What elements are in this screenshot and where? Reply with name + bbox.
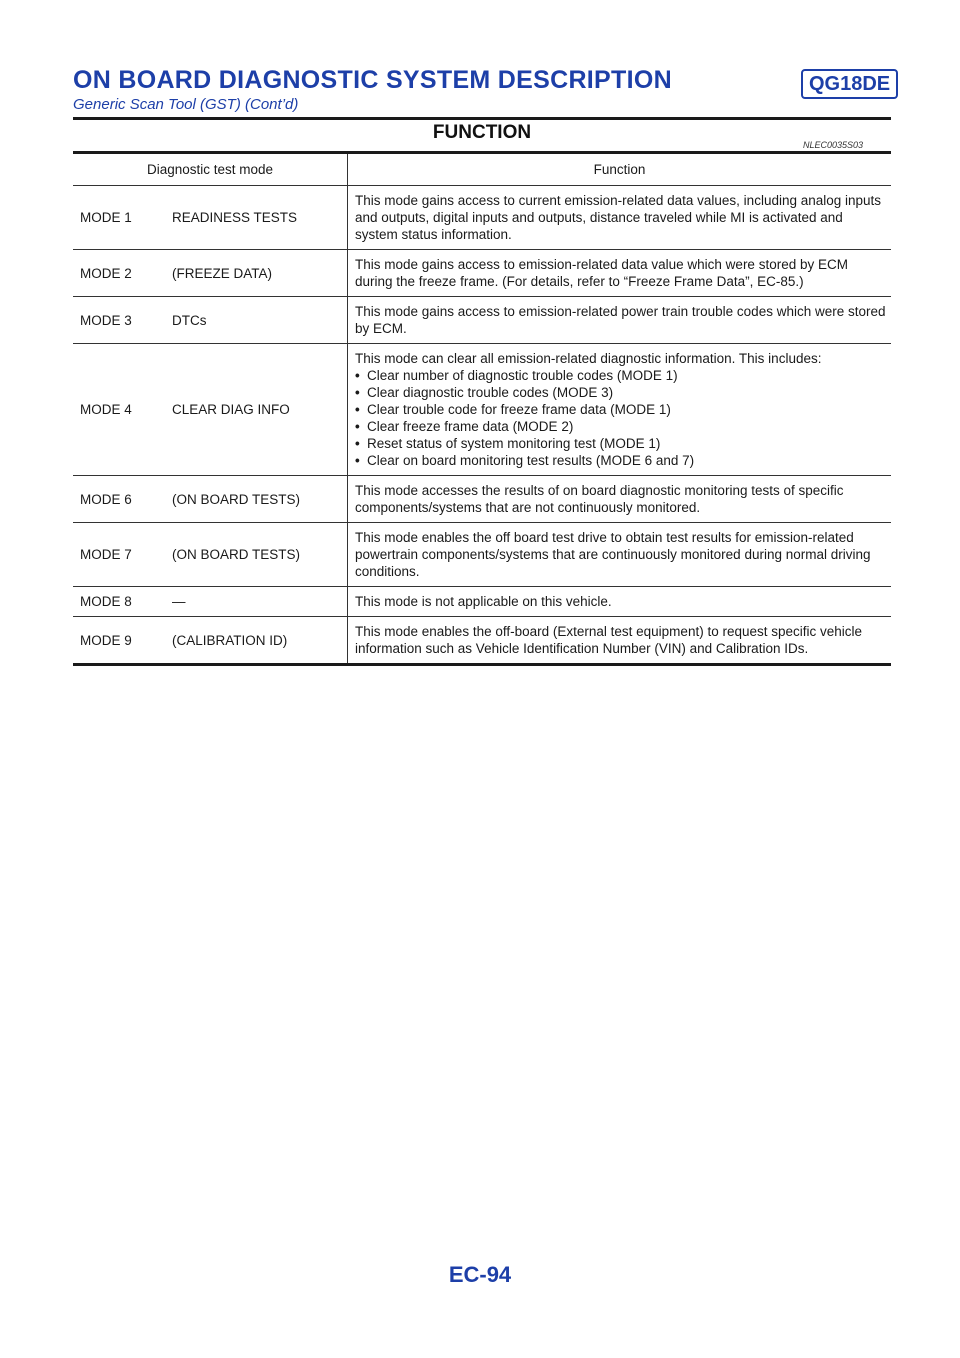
engine-code-badge: QG18DE [801, 69, 898, 99]
function-description-cell [348, 523, 892, 587]
mode-name-cell: DTCs [165, 297, 348, 344]
mode-number-cell: MODE 3 [73, 297, 165, 344]
function-description-cell [348, 344, 892, 476]
function-bullet-item: • Clear trouble code for freeze frame data (MODE 1) [355, 401, 887, 418]
mode-name-cell: — [165, 587, 348, 617]
table-row [73, 186, 891, 250]
mode-number-cell: MODE 8 [73, 587, 165, 617]
function-description-cell [348, 476, 892, 523]
table-row [73, 297, 891, 344]
mode-name-cell: (ON BOARD TESTS) [165, 476, 348, 523]
function-description: This mode gains access to emission-related power train trouble codes which were stored by ECM. [355, 304, 886, 336]
function-bullet-item: • Clear number of diagnostic trouble codes (MODE 1) [355, 367, 887, 384]
function-bullet-item: • Clear freeze frame data (MODE 2) [355, 418, 887, 435]
function-description: This mode can clear all emission-related diagnostic information. This includes: [355, 351, 822, 366]
section-id: NLEC0035S03 [803, 140, 864, 150]
function-description: This mode accesses the results of on board diagnostic monitoring tests of specific components/systems that are not continuously monitored. [355, 483, 844, 515]
function-description: This mode gains access to current emission-related data values, including analog inputs and outputs, digital inputs and outputs, distance traveled while MI is activated and system status information. [355, 193, 882, 242]
section-title: FUNCTION [432, 122, 532, 143]
header-divider [73, 117, 891, 120]
table-row [73, 523, 891, 587]
page-header-title: ON BOARD DIAGNOSTIC SYSTEM DESCRIPTION [73, 66, 672, 94]
mode-name-cell: (ON BOARD TESTS) [165, 523, 348, 587]
mode-name-cell: READINESS TESTS [165, 186, 348, 250]
function-description-cell [348, 186, 892, 250]
function-description: This mode is not applicable on this vehicle. [355, 594, 612, 609]
mode-number-cell: MODE 4 [73, 344, 165, 476]
function-description-cell [348, 250, 892, 297]
function-description: This mode gains access to emission-related data value which were stored by ECM during the freeze frame. (For details, refer to “Freeze Frame Data”, EC-85.) [355, 257, 848, 289]
table-row [73, 617, 891, 665]
function-bullet-item: • Clear diagnostic trouble codes (MODE 3) [355, 384, 887, 401]
function-description-cell [348, 587, 892, 617]
mode-number-cell: MODE 6 [73, 476, 165, 523]
mode-name-cell: (FREEZE DATA) [165, 250, 348, 297]
mode-number-cell: MODE 7 [73, 523, 165, 587]
mode-number-cell: MODE 1 [73, 186, 165, 250]
table-row [73, 476, 891, 523]
page-header-subtitle: Generic Scan Tool (GST) (Cont’d) [73, 96, 299, 113]
table-row [73, 587, 891, 617]
page-number: EC-94 [448, 1262, 512, 1287]
function-table [73, 154, 891, 666]
column-header-mode: Diagnostic test mode [73, 154, 348, 186]
function-description: This mode enables the off-board (External test equipment) to request specific vehicle information such as Vehicle Identification Number (VIN) and Calibration IDs. [355, 624, 863, 656]
table-row [73, 344, 891, 476]
mode-name-cell: CLEAR DIAG INFO [165, 344, 348, 476]
mode-number-cell: MODE 2 [73, 250, 165, 297]
table-body [73, 186, 891, 665]
column-header-function: Function [348, 154, 892, 186]
table-row [73, 250, 891, 297]
function-bullet-item: • Reset status of system monitoring test (MODE 1) [355, 435, 887, 452]
mode-number-cell: MODE 9 [73, 617, 165, 665]
function-bullet-item: • Clear on board monitoring test results (MODE 6 and 7) [355, 452, 887, 469]
function-description-cell [348, 617, 892, 665]
function-description-cell [348, 297, 892, 344]
function-description: This mode enables the off board test drive to obtain test results for emission-related powertrain components/systems that are continuously monitored during normal driving conditions. [355, 530, 871, 579]
table-header-row [73, 154, 891, 186]
mode-name-cell: (CALIBRATION ID) [165, 617, 348, 665]
